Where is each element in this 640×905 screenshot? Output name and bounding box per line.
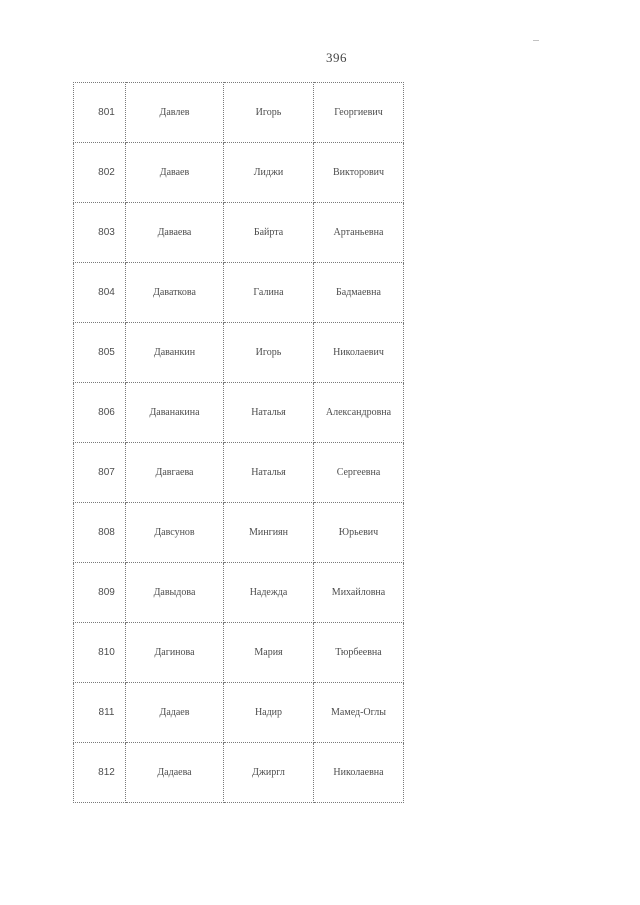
- surname-cell: Давгаева: [126, 443, 224, 503]
- surname-cell: Давсунов: [126, 503, 224, 563]
- row-number: 809: [74, 563, 126, 623]
- surname-cell: Давлев: [126, 83, 224, 143]
- first-name-cell: Надир: [224, 683, 314, 743]
- table-row: [74, 683, 404, 743]
- patronymic-cell: Викторович: [314, 143, 404, 203]
- first-name-cell: Галина: [224, 263, 314, 323]
- patronymic-cell: Артаньевна: [314, 203, 404, 263]
- first-name-cell: Мария: [224, 623, 314, 683]
- table-row: [74, 623, 404, 683]
- table-row: [74, 83, 404, 143]
- patronymic-cell: Мамед-Оглы: [314, 683, 404, 743]
- surname-cell: Даваева: [126, 203, 224, 263]
- row-number: 808: [74, 503, 126, 563]
- registry-table: [73, 82, 404, 803]
- first-name-cell: Надежда: [224, 563, 314, 623]
- table-row: [74, 443, 404, 503]
- row-number: 807: [74, 443, 126, 503]
- first-name-cell: Мингиян: [224, 503, 314, 563]
- row-number: 810: [74, 623, 126, 683]
- surname-cell: Дадаева: [126, 743, 224, 803]
- table-row: [74, 743, 404, 803]
- patronymic-cell: Николаевна: [314, 743, 404, 803]
- row-number: 806: [74, 383, 126, 443]
- row-number: 811: [74, 683, 126, 743]
- patronymic-cell: Сергеевна: [314, 443, 404, 503]
- patronymic-cell: Николаевич: [314, 323, 404, 383]
- surname-cell: Давыдова: [126, 563, 224, 623]
- row-number: 812: [74, 743, 126, 803]
- page-number: 396: [326, 50, 347, 65]
- patronymic-cell: Георгиевич: [314, 83, 404, 143]
- row-number: 801: [74, 83, 126, 143]
- table-row: [74, 263, 404, 323]
- surname-cell: Дадаев: [126, 683, 224, 743]
- row-number: 804: [74, 263, 126, 323]
- table-row: [74, 383, 404, 443]
- row-number: 802: [74, 143, 126, 203]
- surname-cell: Дагинова: [126, 623, 224, 683]
- table-row: [74, 503, 404, 563]
- table-row: [74, 203, 404, 263]
- scan-artifact: [533, 40, 539, 41]
- first-name-cell: Джиргл: [224, 743, 314, 803]
- patronymic-cell: Юрьевич: [314, 503, 404, 563]
- patronymic-cell: Александровна: [314, 383, 404, 443]
- patronymic-cell: Михайловна: [314, 563, 404, 623]
- first-name-cell: Игорь: [224, 83, 314, 143]
- first-name-cell: Байрта: [224, 203, 314, 263]
- surname-cell: Даванкин: [126, 323, 224, 383]
- table-row: [74, 563, 404, 623]
- surname-cell: Даваткова: [126, 263, 224, 323]
- patronymic-cell: Тюрбеевна: [314, 623, 404, 683]
- first-name-cell: Лиджи: [224, 143, 314, 203]
- surname-cell: Даванакина: [126, 383, 224, 443]
- row-number: 803: [74, 203, 126, 263]
- surname-cell: Даваев: [126, 143, 224, 203]
- table-row: [74, 143, 404, 203]
- first-name-cell: Игорь: [224, 323, 314, 383]
- first-name-cell: Наталья: [224, 443, 314, 503]
- first-name-cell: Наталья: [224, 383, 314, 443]
- table-row: [74, 323, 404, 383]
- patronymic-cell: Бадмаевна: [314, 263, 404, 323]
- row-number: 805: [74, 323, 126, 383]
